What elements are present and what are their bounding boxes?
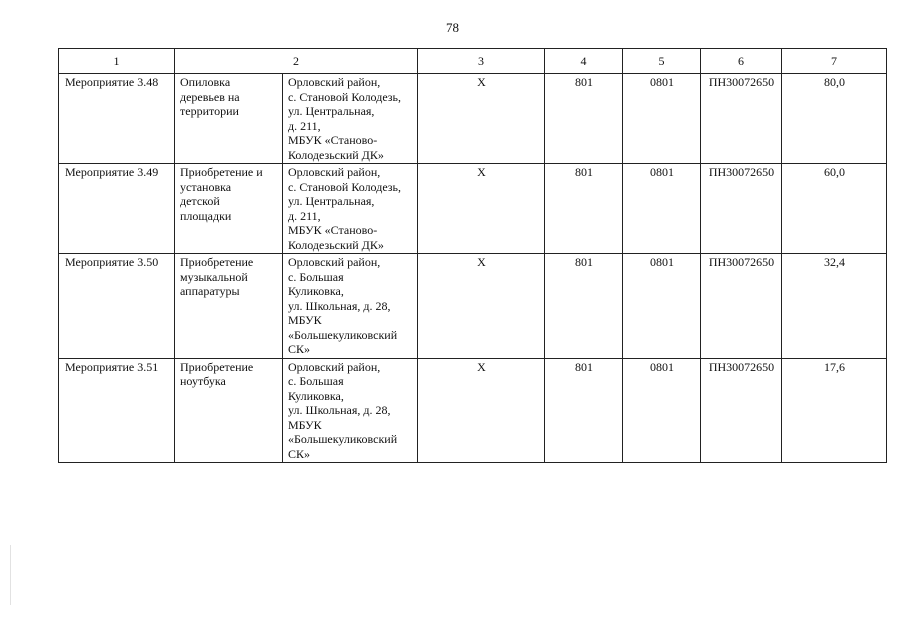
description-cell — [175, 358, 283, 463]
header-col-1: 1 — [59, 49, 175, 74]
event-cell: Мероприятие 3.50 — [59, 254, 175, 359]
amount-cell: 17,6 — [782, 358, 887, 463]
address-cell — [283, 74, 418, 164]
address-line: Куликовка, — [288, 388, 344, 403]
address-line: «Большекуликовский — [288, 327, 398, 342]
description-line: детской — [180, 194, 220, 208]
amount-cell: 80,0 — [782, 74, 887, 164]
description-line: Приобретение — [180, 255, 254, 269]
header-col-6: 6 — [701, 49, 782, 74]
col4-cell: 801 — [545, 254, 623, 359]
event-cell: Мероприятие 3.51 — [59, 358, 175, 463]
address-line: Куликовка, — [288, 284, 344, 298]
address-line: ул. Школьная, д. 28, — [288, 403, 391, 417]
event-cell: Мероприятие 3.48 — [59, 74, 175, 164]
description-line: Приобретение и — [180, 165, 263, 179]
budget-table-wrapper — [58, 48, 886, 463]
page-number: 78 — [446, 20, 459, 35]
budget-table — [58, 48, 887, 463]
description-cell — [175, 164, 283, 254]
col6-cell: ПН30072650 — [701, 254, 782, 359]
address-line: с. Большая — [288, 269, 344, 284]
header-col-5: 5 — [623, 49, 701, 74]
address-line: с. Большая — [288, 374, 344, 388]
address-line: СК» — [288, 342, 311, 356]
col4-cell: 801 — [545, 74, 623, 164]
table-row — [59, 74, 887, 164]
table-row — [59, 164, 887, 254]
address-line: ул. Центральная, — [288, 194, 375, 208]
description-line: площадки — [180, 208, 232, 223]
description-line: Приобретение — [180, 359, 254, 374]
address-cell — [283, 254, 418, 359]
col6-cell: ПН30072650 — [701, 358, 782, 463]
description-line: территории — [180, 104, 239, 118]
amount-cell: 32,4 — [782, 254, 887, 359]
col3-cell: Х — [418, 358, 545, 463]
address-cell — [283, 164, 418, 254]
header-col-3: 3 — [418, 49, 545, 74]
header-col-4: 4 — [545, 49, 623, 74]
table-row — [59, 254, 887, 359]
address-cell — [283, 358, 418, 463]
address-line: Орловский район, — [288, 359, 381, 374]
col5-cell: 0801 — [623, 358, 701, 463]
col5-cell: 0801 — [623, 164, 701, 254]
address-line: д. 211, — [288, 208, 321, 223]
header-col-2: 2 — [175, 49, 418, 74]
address-line: Орловский район, — [288, 75, 381, 89]
description-cell — [175, 74, 283, 164]
address-line: Колодезьский ДК» — [288, 237, 384, 252]
address-line: «Большекуликовский — [288, 432, 398, 446]
address-line: Орловский район, — [288, 255, 381, 269]
description-line: деревьев на — [180, 89, 240, 104]
address-line: ул. Школьная, д. 28, — [288, 298, 391, 313]
description-line: ноутбука — [180, 374, 226, 388]
col4-cell: 801 — [545, 358, 623, 463]
description-line: аппаратуры — [180, 284, 240, 298]
address-line: Колодезьский ДК» — [288, 147, 384, 162]
header-row — [59, 49, 887, 74]
col3-cell: Х — [418, 74, 545, 164]
amount-cell: 60,0 — [782, 164, 887, 254]
address-line: Орловский район, — [288, 165, 381, 179]
scan-edge-mark — [10, 545, 11, 605]
address-line: МБУК — [288, 417, 322, 432]
address-line: д. 211, — [288, 118, 321, 133]
description-cell — [175, 254, 283, 359]
address-line: с. Становой Колодезь, — [288, 89, 401, 104]
address-line: с. Становой Колодезь, — [288, 179, 401, 194]
table-row — [59, 358, 887, 463]
description-line: музыкальной — [180, 269, 248, 284]
address-line: МБУК — [288, 313, 322, 327]
description-line: Опиловка — [180, 75, 231, 89]
address-line: МБУК «Станово- — [288, 223, 378, 237]
description-line: установка — [180, 179, 232, 194]
address-line: СК» — [288, 446, 311, 461]
event-cell: Мероприятие 3.49 — [59, 164, 175, 254]
col4-cell: 801 — [545, 164, 623, 254]
col6-cell: ПН30072650 — [701, 164, 782, 254]
col3-cell: Х — [418, 254, 545, 359]
col5-cell: 0801 — [623, 74, 701, 164]
address-line: ул. Центральная, — [288, 104, 375, 118]
col5-cell: 0801 — [623, 254, 701, 359]
col3-cell: Х — [418, 164, 545, 254]
address-line: МБУК «Станово- — [288, 133, 378, 147]
col6-cell: ПН30072650 — [701, 74, 782, 164]
header-col-7: 7 — [782, 49, 887, 74]
